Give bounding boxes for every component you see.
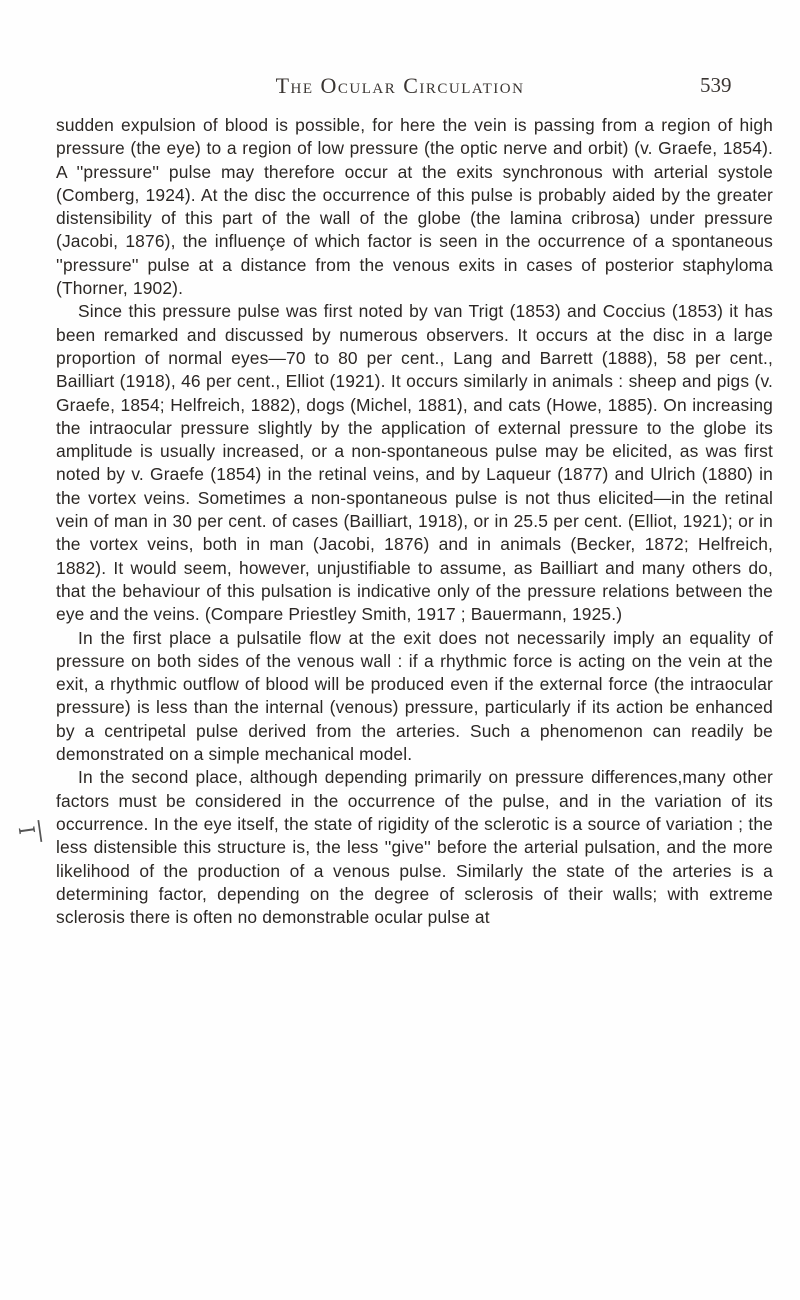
running-title: The Ocular Circulation	[275, 73, 525, 98]
body-text	[56, 114, 773, 929]
page-number: 539	[700, 73, 732, 97]
paragraph-2: Since this pressure pulse was first noted by van Trigt (1853) and Coccius (1853) it has been remarked and discussed by numerous observers. It occurs at the disc in a large proportion of normal eyes—70 to 80 per cent., Lang and Barrett (1888), 58 per cent., Bailliart (1918), 46 per cent., Elliot (1921). It occurs similarly in animals : sheep and pigs (v. Graefe, 1854; Helfreich, 1882), dogs (Michel, 1881), and cats (Howe, 1885). On increasing the intraocular pressure slightly by the application of external pressure to the globe its amplitude is usually increased, or a non-spontaneous pulse may be elicited, as was first noted by v. Graefe (1854) in the retinal veins, and by Laqueur (1877) and Ulrich (1880) in the vortex veins. Sometimes a non-spontaneous pulse is not thus elicited—in the retinal vein of man in 30 per cent. of cases (Bailliart, 1918), or in 25.5 per cent. (Elliot, 1921); or in the vortex veins, both in man (Jacobi, 1876) and in animals (Becker, 1872; Helfreich, 1882). It would seem, however, unjustifiable to assume, as Bailliart and many others do, that the behaviour of this pulsation is indicative only of the pressure relations between the eye and the veins. (Compare Priestley Smith, 1917 ; Bauermann, 1925.)	[56, 301, 773, 625]
running-head	[0, 73, 800, 103]
paragraph-1: sudden expulsion of blood is possible, for here the vein is passing from a region of high pressure (the eye) to a region of low pressure (the optic nerve and orbit) (v. Graefe, 1854). A ''pressure'' pulse may therefore occur at the exits synchronous with arterial systole (Comberg, 1924). At the disc the occurrence of this pulse is probably aided by the greater distensibility of this part of the wall of the globe (the lamina cribrosa) under pressure (Jacobi, 1876), the influençe of which factor is seen in the occurrence of a spontaneous ''pressure'' pulse at a distance from the venous exits in cases of posterior staphyloma (Thorner, 1902).	[56, 115, 773, 299]
paragraph-3: In the first place a pulsatile flow at the exit does not necessarily imply an equality of pressure on both sides of the venous wall : if a rhythmic force is acting on the vein at the exit, a rhythmic outflow of blood will be produced even if the external force (the intraocular pressure) is less than the internal (venous) pressure, particularly if its action be enhanced by a centripetal pulse derived from the arteries. Such a phenomenon can readily be demonstrated on a simple mechanical model.	[56, 627, 773, 765]
paragraph-4: In the second place, although depending primarily on pressure differences,many other factors must be considered in the occurrence of the pulse, and in the variation of its occurrence. In the eye itself, the state of rigidity of the sclerotic is a source of variation ; the less distensible this structure is, the less ''give'' before the arterial pulsation, and the more likelihood of the production of a venous pulse. Similarly the state of the arteries is a determining factor, depending on the degree of sclerosis of their walls; with extreme sclerosis there is often no demonstrable ocular pulse at	[56, 767, 773, 928]
margin-pencil-mark: ꟷ|	[16, 817, 46, 846]
